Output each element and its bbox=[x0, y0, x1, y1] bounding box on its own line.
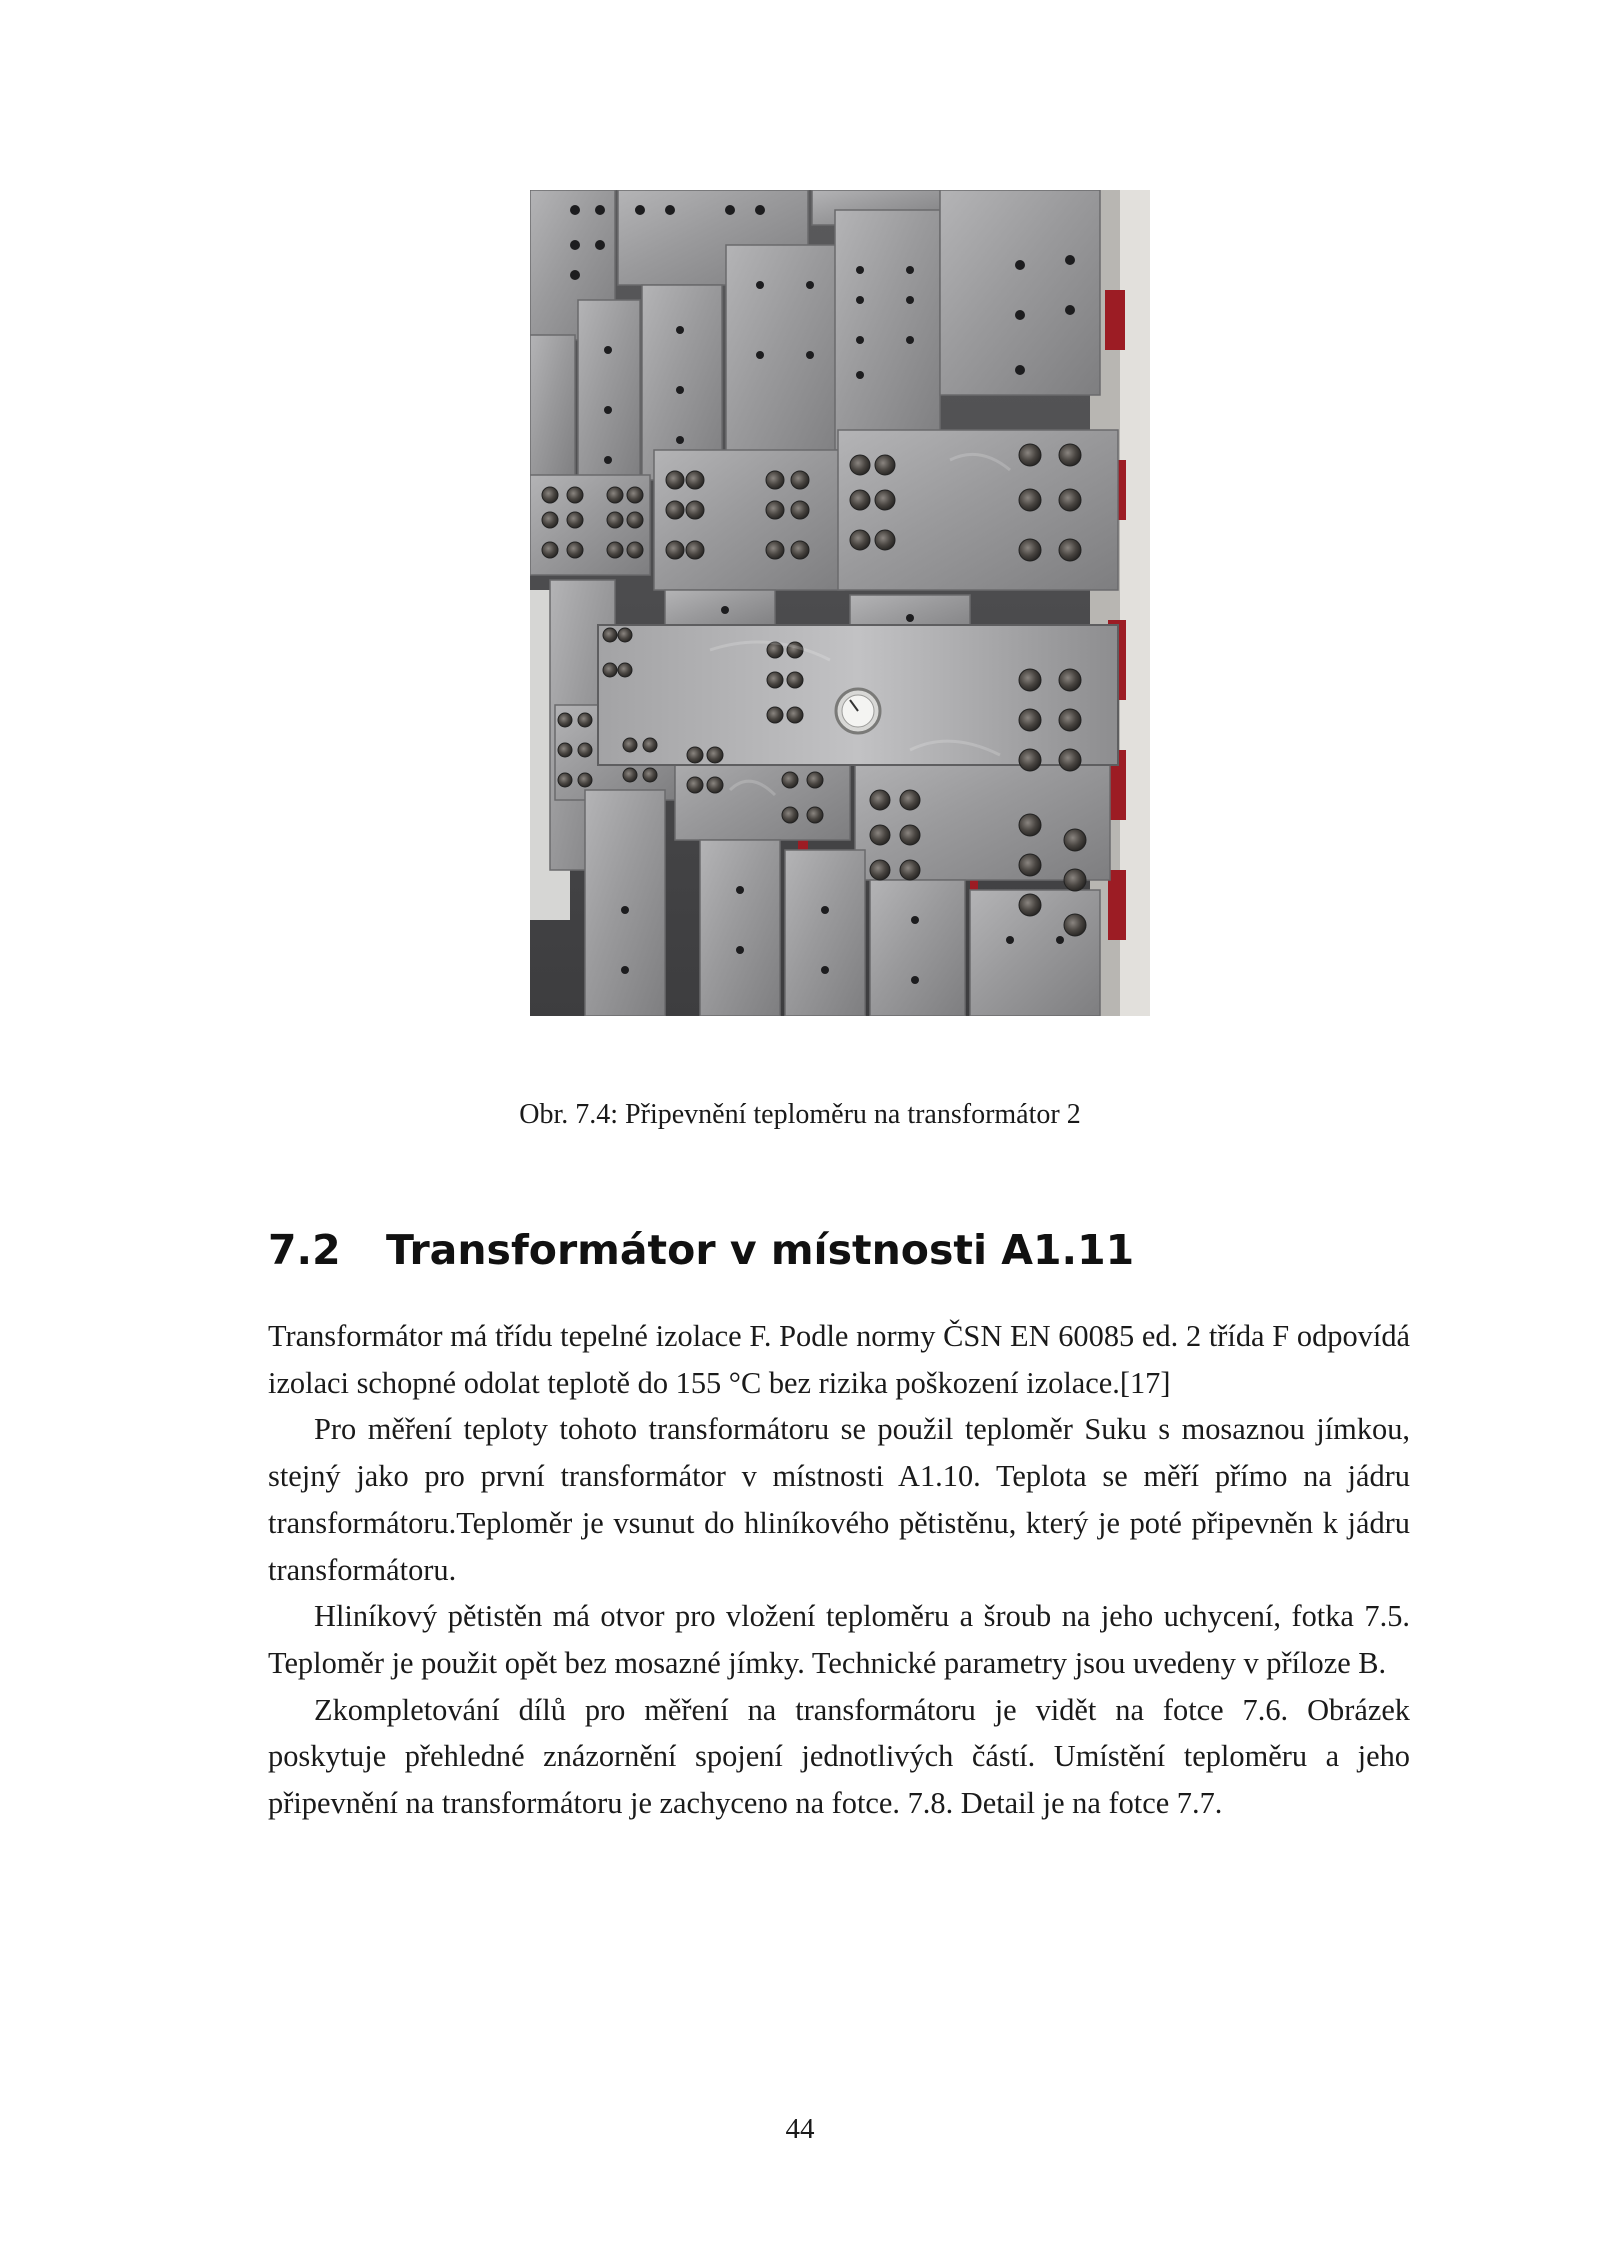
body-text bbox=[268, 1313, 1410, 1827]
paragraph: Pro měření teploty tohoto transformátoru se použil teploměr Suku s mosaznou jímkou, stejný jako pro první transformátor v místnosti A1.10. Teplota se měří přímo na jádru transformátoru.Teploměr je vsunut do hliníkového pětistěnu, který je poté připevněn k jádru transformátoru. bbox=[268, 1412, 1410, 1587]
page-number: 44 bbox=[785, 2113, 815, 2145]
paragraph: Transformátor má třídu tepelné izolace F. Podle normy ČSN EN 60085 ed. 2 třída F odpovídá izolaci schopné odolat teplotě do 155 °C bez rizika poškození izolace.[17] bbox=[268, 1319, 1410, 1400]
section-heading bbox=[268, 1222, 1134, 1278]
section-title: Transformátor v místnosti A1.11 bbox=[386, 1226, 1135, 1274]
transformer-photo bbox=[530, 190, 1150, 1016]
figure-caption: Obr. 7.4: Připevnění teploměru na transformátor 2 bbox=[519, 1099, 1081, 1130]
section-number: 7.2 bbox=[268, 1226, 341, 1274]
paragraph: Zkompletování dílů pro měření na transformátoru je vidět na fotce 7.6. Obrázek poskytuje přehledné znázornění spojení jednotlivých částí. Umístění teploměru a jeho připevnění na transformátoru je zachyceno na fotce. 7.8. Detail je na fotce 7.7. bbox=[268, 1692, 1410, 1821]
thermometer-dial bbox=[836, 689, 880, 733]
paragraph: Hliníkový pětistěn má otvor pro vložení teploměru a šroub na jeho uchycení, fotka 7.5. Teploměr je použit opět bez mosazné jímky. Technické parametry jsou uvedeny v příloze B. bbox=[268, 1599, 1410, 1680]
